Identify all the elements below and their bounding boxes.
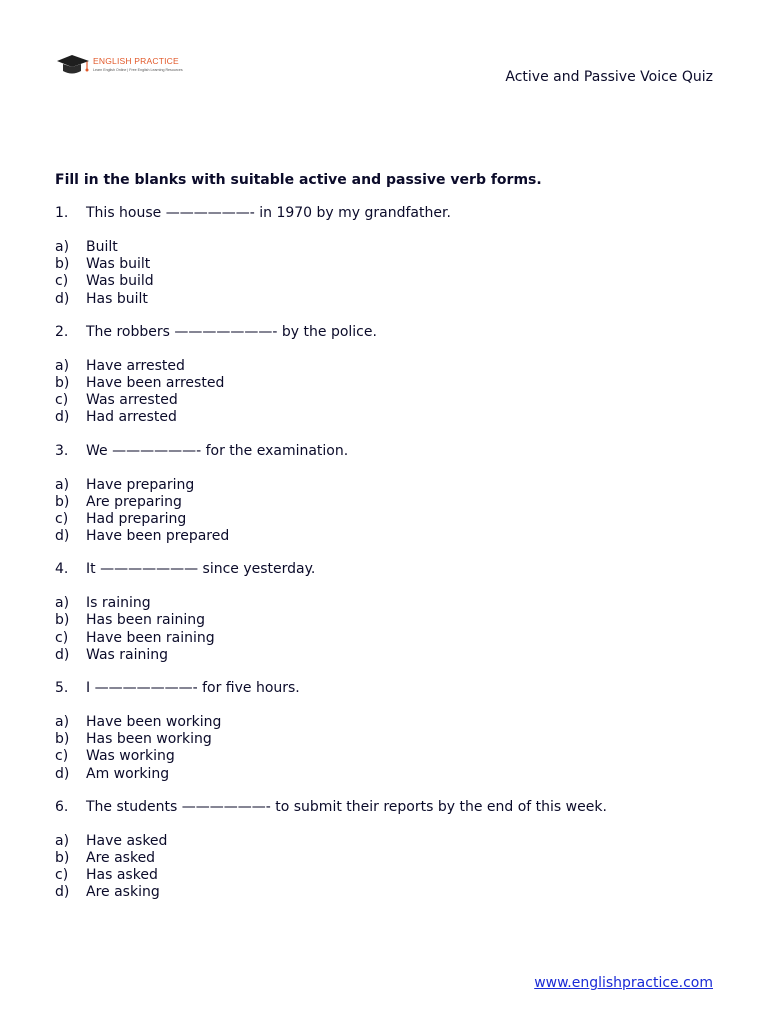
option xyxy=(55,766,735,783)
option xyxy=(55,850,735,867)
question-number: 1. xyxy=(55,205,69,221)
option-letter: d) xyxy=(55,290,70,307)
option-text: Is raining xyxy=(86,595,151,612)
option-text: Has been raining xyxy=(86,612,206,629)
option-letter: a) xyxy=(55,476,70,493)
option-text: Was arrested xyxy=(86,392,178,409)
question-2 xyxy=(55,324,735,427)
option-text: Was build xyxy=(86,273,154,290)
option-text: Has been working xyxy=(86,731,212,748)
question-text: I ———————- for five hours. xyxy=(86,680,300,696)
question-4 xyxy=(55,561,735,664)
logo-tagline: Learn English Online | Free English Learning Resources xyxy=(93,68,183,72)
option-letter: d) xyxy=(55,646,70,663)
option xyxy=(55,748,735,765)
option-text: Have been arrested xyxy=(86,374,225,391)
option xyxy=(55,867,735,884)
option-text: Was working xyxy=(86,748,175,765)
question-stem xyxy=(55,443,735,460)
option xyxy=(55,477,735,494)
option-letter: c) xyxy=(55,273,69,290)
option-text: Was raining xyxy=(86,646,169,663)
option xyxy=(55,358,735,375)
option-text: Have arrested xyxy=(86,357,185,374)
option xyxy=(55,647,735,664)
option-letter: b) xyxy=(55,256,70,273)
option xyxy=(55,612,735,629)
option xyxy=(55,239,735,256)
question-number: 2. xyxy=(55,323,69,340)
option-letter: a) xyxy=(55,239,70,255)
option-letter: b) xyxy=(55,493,70,510)
option-letter: b) xyxy=(55,374,70,391)
option-text: Has built xyxy=(86,290,148,307)
option-letter: c) xyxy=(55,629,69,646)
website-link[interactable]: www.englishpractice.com xyxy=(534,975,713,991)
question-3 xyxy=(55,443,735,546)
option-text: Was built xyxy=(86,256,151,273)
site-logo xyxy=(56,52,196,78)
question-number: 4. xyxy=(55,561,69,578)
option-text: Have preparing xyxy=(86,476,195,493)
question-text: The robbers ———————- by the police. xyxy=(86,323,377,340)
option-letter: b) xyxy=(55,612,70,629)
question-text: We ——————- for the examination. xyxy=(86,442,349,459)
graduation-cap-icon xyxy=(56,52,92,78)
option xyxy=(55,273,735,290)
option xyxy=(55,392,735,409)
option-letter: a) xyxy=(55,832,70,849)
option xyxy=(55,528,735,545)
option-letter: a) xyxy=(55,357,70,374)
option-text: Have been prepared xyxy=(86,528,230,545)
option-text: Have been working xyxy=(86,714,222,730)
option-letter: b) xyxy=(55,849,70,866)
option-letter: c) xyxy=(55,392,69,409)
question-number: 5. xyxy=(55,680,69,696)
page-title: Active and Passive Voice Quiz xyxy=(505,69,713,85)
quiz-instructions: Fill in the blanks with suitable active and passive verb forms. xyxy=(55,172,542,188)
option-letter: b) xyxy=(55,731,70,748)
question-text: The students ——————- to submit their reports by the end of this week. xyxy=(86,798,607,815)
option xyxy=(55,511,735,528)
option-letter: a) xyxy=(55,714,70,730)
option xyxy=(55,409,735,426)
option xyxy=(55,494,735,511)
question-list xyxy=(55,205,735,902)
question-number: 3. xyxy=(55,442,69,459)
option xyxy=(55,833,735,850)
option-text: Are asking xyxy=(86,884,160,901)
option xyxy=(55,375,735,392)
option xyxy=(55,291,735,308)
question-number: 6. xyxy=(55,798,69,815)
option-text: Had preparing xyxy=(86,510,187,527)
question-text: It ——————— since yesterday. xyxy=(86,561,316,578)
question-stem xyxy=(55,680,735,697)
option-letter: c) xyxy=(55,748,69,765)
question-1 xyxy=(55,205,735,308)
option-text: Have asked xyxy=(86,832,168,849)
question-stem xyxy=(55,205,735,222)
option-text: Built xyxy=(86,239,118,255)
option-letter: c) xyxy=(55,510,69,527)
option-letter: c) xyxy=(55,867,69,884)
question-6 xyxy=(55,799,735,902)
option xyxy=(55,630,735,647)
option-letter: d) xyxy=(55,528,70,545)
option xyxy=(55,714,735,731)
option xyxy=(55,884,735,901)
option-letter: d) xyxy=(55,884,70,901)
option-letter: a) xyxy=(55,595,70,612)
option-letter: d) xyxy=(55,409,70,426)
question-stem xyxy=(55,324,735,341)
option-text: Are preparing xyxy=(86,493,182,510)
question-stem xyxy=(55,561,735,578)
option-text: Are asked xyxy=(86,849,156,866)
option xyxy=(55,731,735,748)
option-text: Has asked xyxy=(86,867,158,884)
option-text: Have been raining xyxy=(86,629,215,646)
option-letter: d) xyxy=(55,765,70,782)
option-text: Had arrested xyxy=(86,409,177,426)
question-5 xyxy=(55,680,735,783)
question-text: This house ——————- in 1970 by my grandfather. xyxy=(86,205,451,221)
option xyxy=(55,256,735,273)
logo-title: ENGLISH PRACTICE xyxy=(93,56,179,66)
question-stem xyxy=(55,799,735,816)
option xyxy=(55,595,735,612)
option-text: Am working xyxy=(86,765,170,782)
